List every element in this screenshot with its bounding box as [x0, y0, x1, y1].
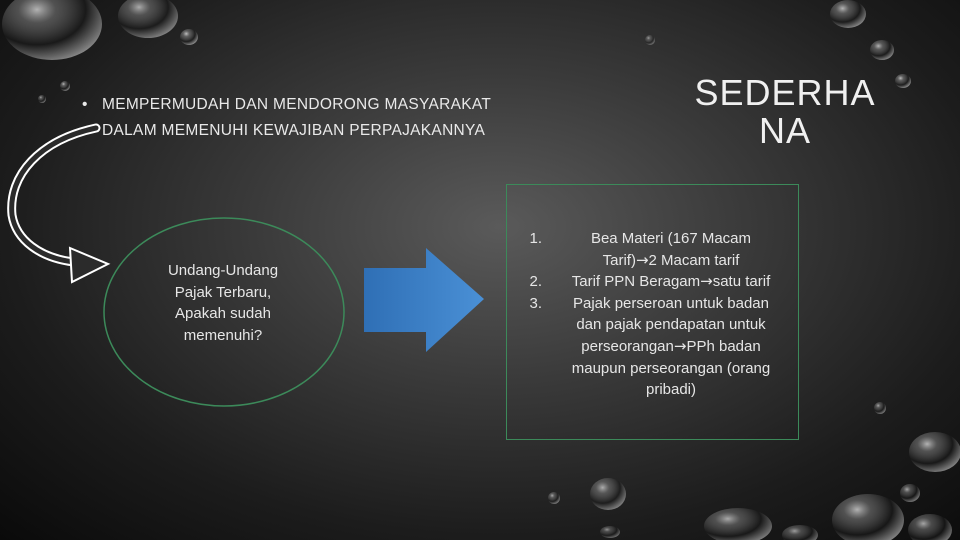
title-line2: NA [758, 110, 811, 151]
circle-line4: memenuhi? [183, 326, 263, 344]
list-item-continuation [512, 336, 794, 358]
circle-line1: Undang-Undang [167, 262, 279, 279]
list-number: 1. [529, 230, 542, 247]
circle-text [138, 260, 308, 346]
list-item [512, 293, 794, 315]
item2-line [548, 271, 794, 293]
item3-line5: pribadi) [645, 381, 697, 399]
list-number: 3. [529, 294, 542, 312]
list-item-continuation [512, 250, 794, 272]
list-item [512, 228, 794, 250]
item1-line2 [548, 250, 794, 272]
item1-line1: Bea Materi (167 Macam [590, 230, 752, 247]
list-item [512, 271, 794, 293]
right-arrow-icon [364, 248, 484, 352]
bullet-text-line2: DALAM MEMENUHI KEWAJIBAN PERPAJAKANNYA [102, 122, 486, 139]
circle-line2: Pajak Terbaru, [174, 283, 272, 301]
bullet-block [82, 92, 642, 144]
list-number: 2. [529, 273, 542, 291]
arrow-glyph-icon: → [635, 250, 649, 269]
list-item-continuation [512, 358, 794, 380]
item1-text-a: Tarif) [602, 251, 636, 269]
circle-line3: Apakah sudah [175, 305, 271, 322]
bullet-text-line1: MEMPERMUDAH DAN MENDORONG MASYARAKAT [102, 96, 492, 113]
list-item-continuation [512, 314, 794, 336]
item3-line3 [548, 336, 794, 358]
title-line1: SEDERHA [694, 72, 876, 113]
item3-text-a: perseorangan [581, 337, 674, 355]
item3-text-b: PPh badan [686, 337, 761, 355]
slide-title [690, 74, 880, 150]
bullet-symbol: • [82, 96, 88, 113]
item3-line2: dan pajak pendapatan untuk [576, 316, 766, 334]
item2-text-b: satu tarif [712, 273, 771, 291]
item3-line1: Pajak perseroan untuk badan [573, 294, 769, 312]
list-item-continuation [512, 379, 794, 401]
arrow-glyph-icon: → [673, 336, 687, 355]
curved-arrow-icon [12, 128, 108, 282]
item2-text-a: Tarif PPN Beragam [571, 273, 701, 291]
numbered-list [512, 228, 794, 401]
arrow-glyph-icon: → [700, 272, 713, 291]
item3-line4: maupun perseorangan (orang [571, 359, 771, 377]
item1-text-b: 2 Macam tarif [648, 251, 740, 269]
